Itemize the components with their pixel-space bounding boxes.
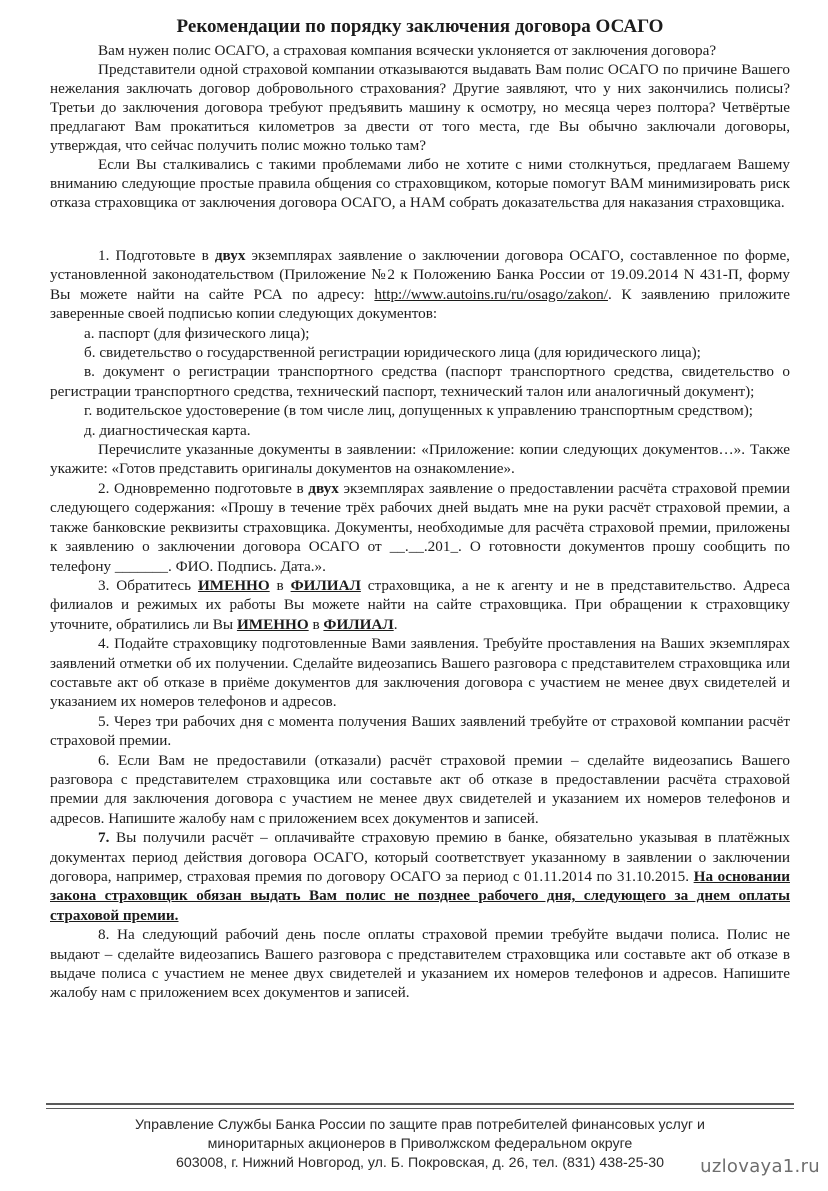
site-watermark: uzlovaya1.ru bbox=[700, 1156, 820, 1177]
item-3: 3. Обратитесь ИМЕННО в ФИЛИАЛ страховщика, а не к агенту и не в представительство. Адреса филиалов и режимых их работы Вы можете найти на сайте страховщика. При обращении к страховщику уточните, обратились ли Вы ИМЕННО в ФИЛИАЛ. bbox=[50, 576, 791, 633]
doc-legal-entity-certificate: б. свидетельство о государственной регистрации юридического лица (для юридического лица); bbox=[84, 344, 701, 362]
document-title: Рекомендации по порядку заключения договора ОСАГО bbox=[176, 16, 664, 37]
list-documents-note: Перечислите указанные документы в заявлении: «Приложение: копии следующих документов…». Также укажите: «Готов представить оригиналы документов на ознакомление». bbox=[50, 441, 790, 478]
footer-divider-thin bbox=[46, 1108, 794, 1109]
item-4: 4. Подайте страховщику подготовленные Вами заявления. Требуйте проставления на Ваших экземплярах заявлений отметки об их получении. Сделайте видеозапись Вашего разговора с представителем страховщика или составьте акт об отказе в приёме документов для заключения договора с участием не менее двух свидетелей и указанием их номеров телефонов и адресов. bbox=[50, 635, 790, 711]
item-8: 8. На следующий рабочий день после оплаты страховой премии требуйте выдачи полиса. Полис не выдают – сделайте видеозапись Вашего разговора с представителем страховщика или составьте акт об отказе в выдаче полиса с участием не менее двух свидетелей и указанием их номеров телефонов и адресов. Напишите жалобу нам с приложением всех документов и записей. bbox=[50, 926, 790, 1002]
footer-org-line-1: Управление Службы Банка России по защите прав потребителей финансовых услуг и bbox=[135, 1117, 705, 1133]
rsa-form-link[interactable]: http://www.autoins.ru/ru/osago/zakon/ bbox=[374, 285, 608, 303]
item-5: 5. Через три рабочих дня с момента получения Ваших заявлений требуйте от страховой компании расчёт страховой премии. bbox=[50, 712, 790, 750]
item-2: 2. Одновременно подготовьте в двух экземплярах заявление о предоставлении расчёта страховой премии следующего содержания: «Прошу в течение трёх рабочих дней выдать мне на руки расчёт страховой премии, а также банковские реквизиты страховщика. Документы, необходимые для расчёта страховой премии, приложены к заявлению о заключении договора ОСАГО от __.__.201_. О готовности документов прошу сообщить по телефону _______. ФИО. Подпись. Дата.». bbox=[50, 479, 790, 575]
doc-driver-license: г. водительское удостоверение (в том числе лиц, допущенных к управлению транспортным средством); bbox=[84, 402, 754, 420]
intro-section bbox=[50, 41, 790, 212]
doc-diagnostic-card: д. диагностическая карта. bbox=[84, 421, 251, 439]
recommendations-list bbox=[50, 246, 790, 1003]
footer-org-line-2: миноритарных акционеров в Приволжском федеральном округе bbox=[207, 1136, 633, 1152]
item-7: 7. Вы получили расчёт – оплачивайте страховую премию в банке, обязательно указывая в платёжных документах период действия договора ОСАГО, который соответствует указанному в заявлении о заключении договора, например, страховая премия по договору ОСАГО за период с 01.11.2014 по 31.10.2015. На основании закона страховщик обязан выдать Вам полис не позднее рабочего дня, следующего за днем оплаты страховой премии. bbox=[50, 829, 790, 924]
footer-divider bbox=[46, 1103, 794, 1105]
intro-offer: Если Вы сталкивались с такими проблемами либо не хотите с ними столкнуться, предлагаем Вашему вниманию следующие простые правила общения со страховщиком, которые помогут ВАМ минимизировать риск отказа страховщика от заключения договора ОСАГО, а НАМ собрать доказательства для наказания страховщика. bbox=[50, 156, 790, 211]
doc-vehicle-registration: в. документ о регистрации транспортного средства (паспорт транспортного средства, свидетельство о регистрации транспортного средства, технический паспорт, технический талон или аналогичный документ); bbox=[50, 363, 790, 400]
document-page bbox=[50, 16, 790, 1003]
footer-address: 603008, г. Нижний Новгород, ул. Б. Покровская, д. 26, тел. (831) 438-25-30 bbox=[175, 1155, 665, 1171]
item-1: 1. Подготовьте в двух экземплярах заявление о заключении договора ОСАГО, составленное по форме, установленной законодательством (Приложение №2 к Положению Банка России от 19.09.2014 N 431-П, форму Вы можете найти на сайте РСА по адресу: http://www.autoins.ru/ru/osago/zakon/. К заявлению приложите заверенные своей подписью копии следующих документов: bbox=[50, 247, 791, 323]
intro-question: Вам нужен полис ОСАГО, а страховая компания всячески уклоняется от заключения договора? bbox=[98, 42, 717, 59]
intro-problems: Представители одной страховой компании отказываются выдавать Вам полис ОСАГО по причине Вашего нежелания заключать договор добровольного страхования? Другие заявляют, что у них закончились полисы? Третьи до заключения договора требуют предъявить машину к осмотру, но месяца через полтора? Четвёртые предлагают Вам прокатиться километров за двести от того места, где Вы обычно заключали договоры, утверждая, что сейчас получить полис можно только там? bbox=[50, 61, 790, 154]
item-6: 6. Если Вам не предоставили (отказали) расчёт страховой премии – сделайте видеозапись Вашего разговора с представителем страховщика или составьте акт об отказе в предоставлении расчёта страховой премии для заключения договора с участием не менее двух свидетелей и указанием их номеров телефонов и адресов. Напишите жалобу нам с приложением всех документов и записей. bbox=[50, 751, 790, 827]
footer bbox=[40, 1116, 800, 1173]
doc-passport: а. паспорт (для физического лица); bbox=[84, 324, 310, 342]
